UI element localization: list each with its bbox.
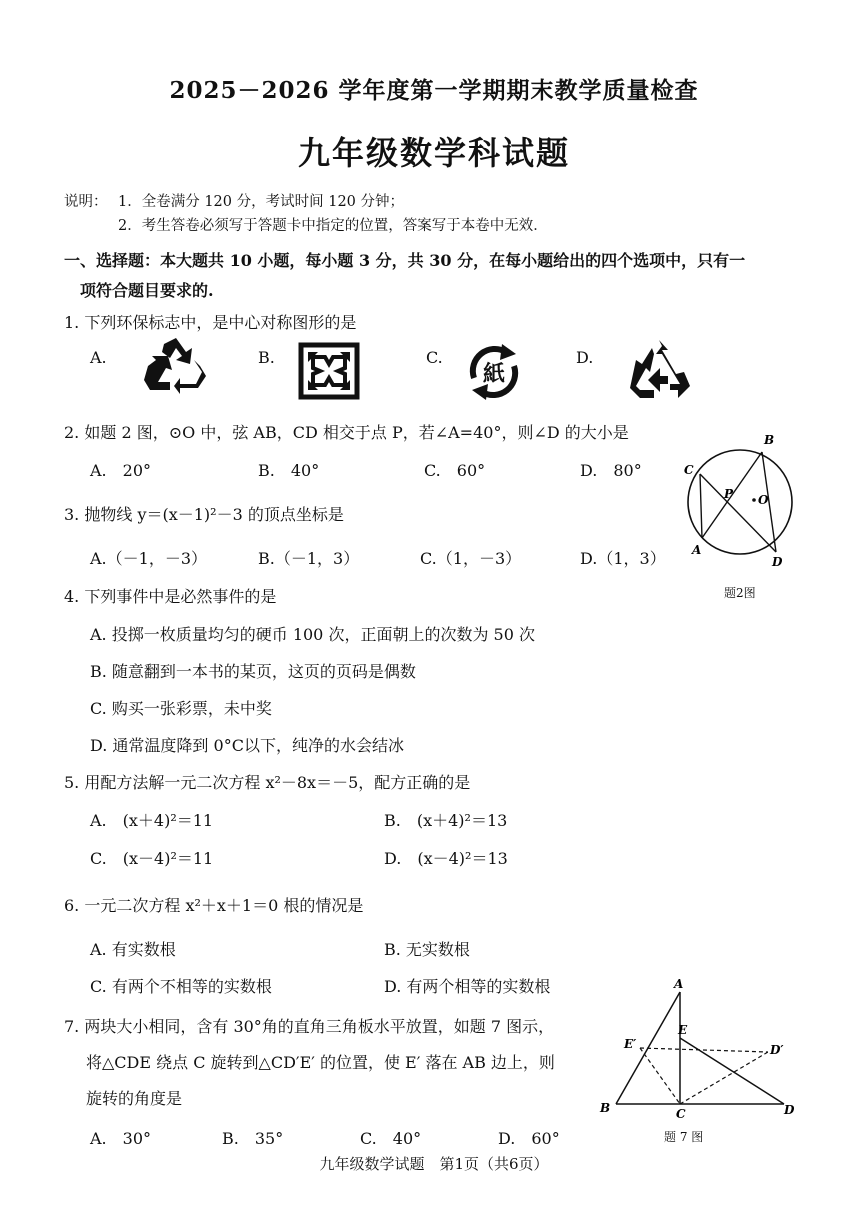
- fig7-label-b: B: [600, 1101, 611, 1115]
- paper-recycle-icon: [462, 340, 526, 404]
- section-1-instruction: 一、选择题：本大题共 10 小题，每小题 3 分，共 30 分，在每小题给出的四个选项中，只有一: [64, 251, 746, 270]
- question-7-stem-line-3: 旋转的角度是: [86, 1089, 183, 1108]
- question-3-stem: 3. 抛物线 y＝(x－1)²－3 的顶点坐标是: [64, 505, 344, 524]
- q4-option-a: A. 投掷一枚质量均匀的硬币 100 次，正面朝上的次数为 50 次: [90, 625, 535, 644]
- q1-option-d-label: D.: [576, 348, 594, 367]
- q2-option-c: C. 60°: [424, 461, 486, 480]
- q1-option-a-label: A.: [90, 348, 107, 367]
- fig2-label-p: P: [724, 487, 734, 501]
- fig7-label-a: A: [674, 977, 684, 991]
- fig7-label-e: E: [678, 1023, 688, 1037]
- q6-option-b: B. 无实数根: [384, 940, 470, 959]
- fig2-label-a: A: [692, 543, 702, 557]
- exam-title: 2025－2026 学年度第一学期期末教学质量检查: [169, 77, 699, 104]
- recycle-arrows-icon: [140, 338, 210, 396]
- question-6-stem: 6. 一元二次方程 x²＋x＋1＝0 根的情况是: [64, 896, 364, 915]
- question-7-figure: [594, 976, 804, 1124]
- q2-option-b: B. 40°: [258, 461, 320, 480]
- q6-option-d: D. 有两个相等的实数根: [384, 977, 551, 996]
- notes-line-1: 1．全卷满分 120 分，考试时间 120 分钟；: [118, 194, 405, 210]
- q2-option-d: D. 80°: [580, 461, 642, 480]
- exam-subtitle: 九年级数学科试题: [297, 134, 570, 172]
- section-1-instruction-cont: 项符合题目要求的.: [80, 281, 214, 300]
- q5-option-a: A. (x＋4)²＝11: [90, 811, 214, 830]
- question-1-stem: 1. 下列环保标志中，是中心对称图形的是: [64, 313, 357, 332]
- q1-option-b-label: B.: [258, 348, 275, 367]
- q5-option-d: D. (x－4)²＝13: [384, 849, 508, 868]
- fig2-label-c: C: [684, 463, 694, 477]
- question-5-stem: 5. 用配方法解一元二次方程 x²－8x＝－5，配方正确的是: [64, 773, 471, 792]
- q3-option-d: D.（1，3）: [580, 549, 666, 568]
- q3-option-a: A.（－1，－3）: [90, 549, 208, 568]
- q7-option-c: C. 40°: [360, 1129, 422, 1148]
- q1-option-c-label: C.: [426, 348, 443, 367]
- q7-option-b: B. 35°: [222, 1129, 284, 1148]
- question-2-figure-caption: 题2图: [724, 586, 756, 600]
- q7-option-a: A. 30°: [90, 1129, 152, 1148]
- fig7-label-d-prime: D′: [770, 1043, 784, 1057]
- notes-line-2: 2．考生答卷必须写于答题卡中指定的位置，答案写于本卷中无效．: [118, 218, 548, 234]
- question-2-figure: [676, 428, 806, 576]
- q4-option-b: B. 随意翻到一本书的某页，这页的页码是偶数: [90, 662, 416, 681]
- q5-option-b: B. (x＋4)²＝13: [384, 811, 508, 830]
- q2-option-a: A. 20°: [90, 461, 152, 480]
- q5-option-c: C. (x－4)²＝11: [90, 849, 214, 868]
- fig7-label-d: D: [784, 1103, 795, 1117]
- question-4-stem: 4. 下列事件中是必然事件的是: [64, 587, 277, 606]
- q4-option-d: D. 通常温度降到 0°C以下，纯净的水会结冰: [90, 736, 404, 755]
- question-2-stem: 2. 如题 2 图，⊙O 中，弦 AB，CD 相交于点 P，若∠A=40°，则∠D 的大小是: [64, 423, 629, 442]
- q7-option-d: D. 60°: [498, 1129, 560, 1148]
- paper-character: 紙: [482, 361, 506, 387]
- triangle-arrows-icon: [626, 338, 692, 404]
- fig2-label-b: B: [764, 433, 775, 447]
- q6-option-c: C. 有两个不相等的实数根: [90, 977, 272, 996]
- q6-option-a: A. 有实数根: [90, 940, 176, 959]
- q3-option-c: C.（1，－3）: [420, 549, 522, 568]
- fig7-label-e-prime: E′: [624, 1037, 637, 1051]
- notes-label: 说明：: [64, 194, 108, 210]
- fig2-label-o: O: [758, 493, 769, 507]
- fig7-label-c: C: [676, 1107, 686, 1121]
- question-7-figure-caption: 题 7 图: [664, 1130, 704, 1144]
- fig2-label-d: D: [772, 555, 783, 569]
- q3-option-b: B.（－1，3）: [258, 549, 360, 568]
- q4-option-c: C. 购买一张彩票，未中奖: [90, 699, 272, 718]
- question-7-stem-line-2: 将△CDE 绕点 C 旋转到△CD′E′ 的位置，使 E′ 落在 AB 边上，则: [86, 1053, 555, 1072]
- page-footer: 九年级数学试题 第1页（共6页）: [319, 1155, 549, 1173]
- question-7-stem-line-1: 7. 两块大小相同，含有 30°角的直角三角板水平放置，如题 7 图示，: [64, 1017, 555, 1036]
- cross-arrows-box-icon: [298, 342, 360, 400]
